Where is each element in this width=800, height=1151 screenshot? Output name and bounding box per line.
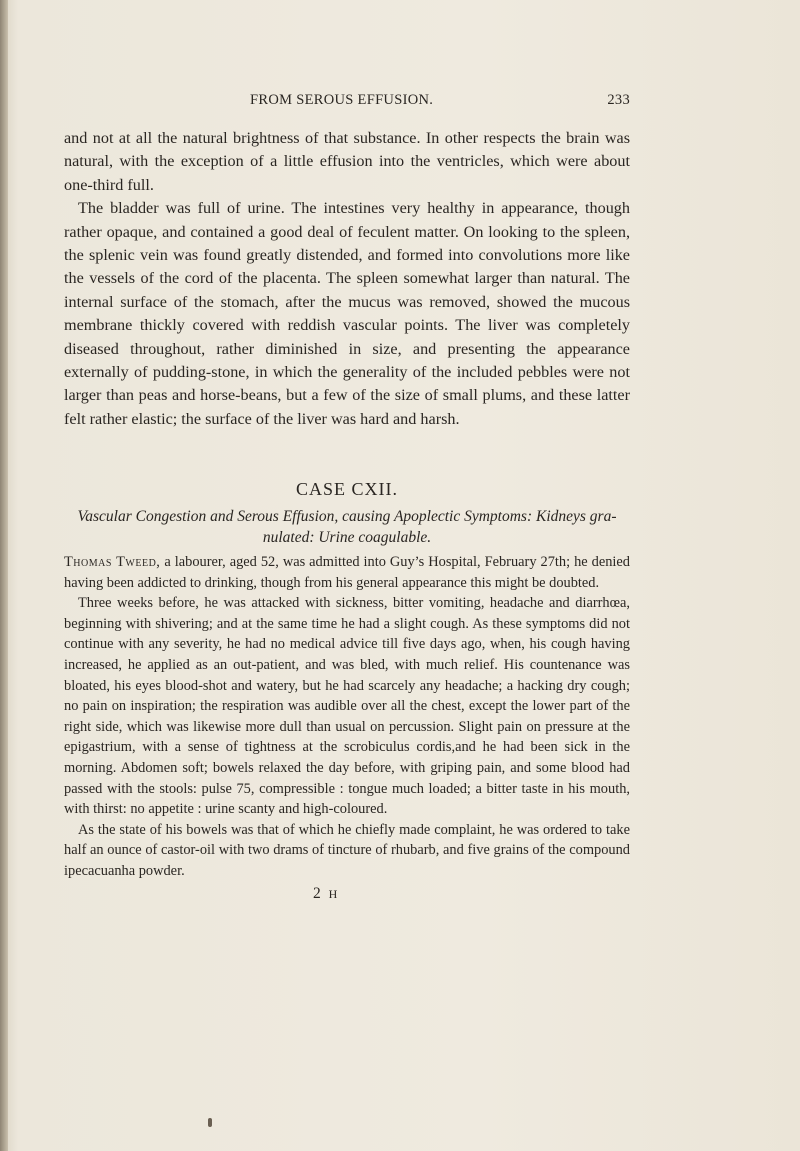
signature-letter: H [328,887,340,901]
signature-number: 2 [313,885,323,902]
body-text [64,127,630,431]
case-paragraph [64,552,630,593]
signature-mark [313,885,339,903]
case-title: CASE CXII. [295,479,398,499]
patient-name: Thomas Tweed, [64,554,161,570]
case-subtitle [64,506,630,548]
case-subtitle-line: Vascular Congestion and Serous Effusion, causing Apoplectic Symptoms: Kidneys gra- [77,508,617,525]
running-head: FROM SEROUS EFFUSION. [250,92,434,108]
case-paragraph: As the state of his bowels was that of which he chiefly made complaint, he was ordered to take half an ounce of castor-oil with two drams of tincture of rhubarb, and five grains of the compound ipecacuanha powder. [64,821,630,879]
case-paragraph-text: a labourer, aged 52, was admitted into Guy’s Hospital, February 27th; he denied having been addicted to drinking, though from his general appearance this might be doubted. [64,554,630,591]
page-number: 233 [607,92,630,108]
paragraph: The bladder was full of urine. The intestines very healthy in appearance, though rather opaque, and contained a good deal of feculent matter. On looking to the spleen, the splenic vein was found greatly distended, and formed into convolutions more like the vessels of the cord of the placenta. The spleen somewhat larger than natural. The internal surface of the stomach, after the mucus was removed, showed the mucous membrane thickly covered with reddish vascular points. The liver was completely diseased throughout, rather diminished in size, and presenting the appearance externally of pudding-stone, in which the generality of the included pebbles were not larger than peas and horse-beans, but a few of the size of small plums, and these latter felt rather elastic; the surface of the liver was hard and harsh. [64,199,630,428]
paragraph: and not at all the natural brightness of that substance. In other respects the brain was natural, with the exception of a little effusion into the ventricles, which were about one-third full. [64,129,630,194]
case-paragraph: Three weeks before, he was attacked with sickness, bitter vomiting, headache and diarrhœa, beginning with shivering; and at the same time he had a slight cough. As these symptoms did not continue with any severity, he had no medical advice till five days ago, when, his cough having increased, he applied as an out-patient, and was bled, with much relief. His countenance was bloated, his eyes blood-shot and watery, but he had scarcely any headache; a hacking dry cough; no pain on inspiration; the respiration was audible over all the chest, except the lower part of the right side, which was likewise more dull than usual on percussion. Slight pain on pressure at the epigastrium, with a sense of tightness at the scrobiculus cordis,and he had been sick in the morning. Abdomen soft; bowels relaxed the day before, with griping pain, and some blood had passed with the stools: pulse 75, compressible : tongue much loaded; a bitter taste in his mouth, with thirst: no appetite : urine scanty and high-coloured. [64,595,630,818]
case-subtitle-line: nulated: Urine coagulable. [262,529,432,546]
case-report [64,552,630,882]
page-spine-shadow [0,0,8,1151]
page-header [64,92,630,114]
ink-speck [208,1118,212,1127]
